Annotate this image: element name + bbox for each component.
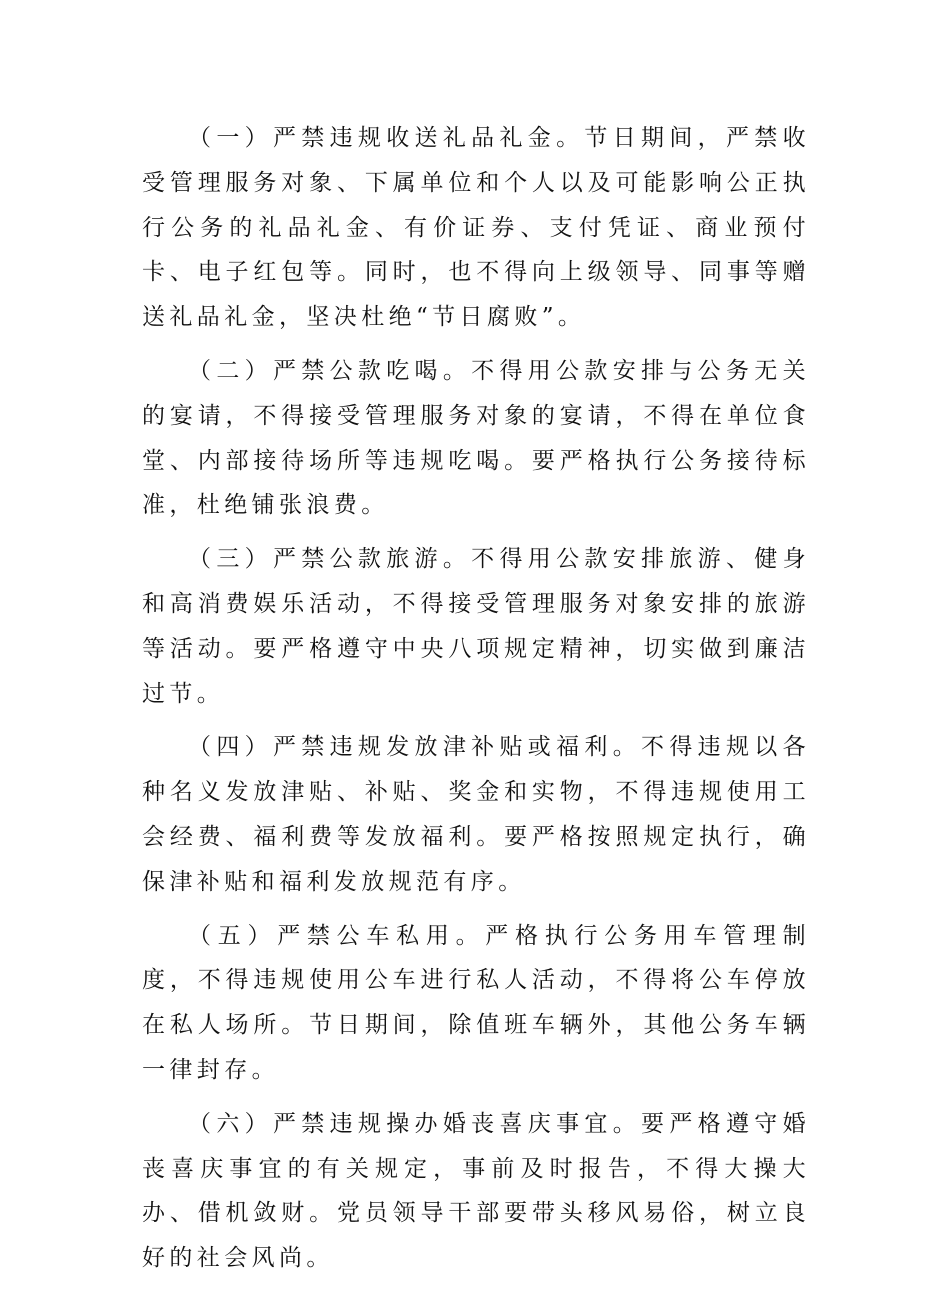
paragraph-dining: （二）严禁公款吃喝。不得用公款安排与公务无关的宴请，不得接受管理服务对象的宴请，不得在单位食堂、内部接待场所等违规吃喝。要严格执行公务接待标准，杜绝铺张浪费。	[142, 357, 810, 519]
paragraph-official-vehicles: （五）严禁公车私用。严格执行公务用车管理制度，不得违规使用公车进行私人活动，不得将公车停放在私人场所。节日期间，除值班车辆外，其他公务车辆一律封存。	[142, 922, 810, 1083]
document-body	[142, 116, 810, 1290]
paragraph-weddings-funerals: （六）严禁违规操办婚丧喜庆事宜。要严格遵守婚丧喜庆事宜的有关规定，事前及时报告，不得大操大办、借机敛财。党员领导干部要带头移风易俗，树立良好的社会风尚。	[142, 1110, 810, 1272]
paragraph-travel: （三）严禁公款旅游。不得用公款安排旅游、健身和高消费娱乐活动，不得接受管理服务对象安排的旅游等活动。要严格遵守中央八项规定精神，切实做到廉洁过节。	[142, 546, 810, 707]
paragraph-allowances: （四）严禁违规发放津补贴或福利。不得违规以各种名义发放津贴、补贴、奖金和实物，不得违规使用工会经费、福利费等发放福利。要严格按照规定执行，确保津补贴和福利发放规范有序。	[142, 734, 810, 895]
paragraph-gifts: （一）严禁违规收送礼品礼金。节日期间，严禁收受管理服务对象、下属单位和个人以及可能影响公正执行公务的礼品礼金、有价证券、支付凭证、商业预付卡、电子红包等。同时，也不得向上级领导、同事等赠送礼品礼金，坚决杜绝“节日腐败”。	[142, 125, 810, 331]
